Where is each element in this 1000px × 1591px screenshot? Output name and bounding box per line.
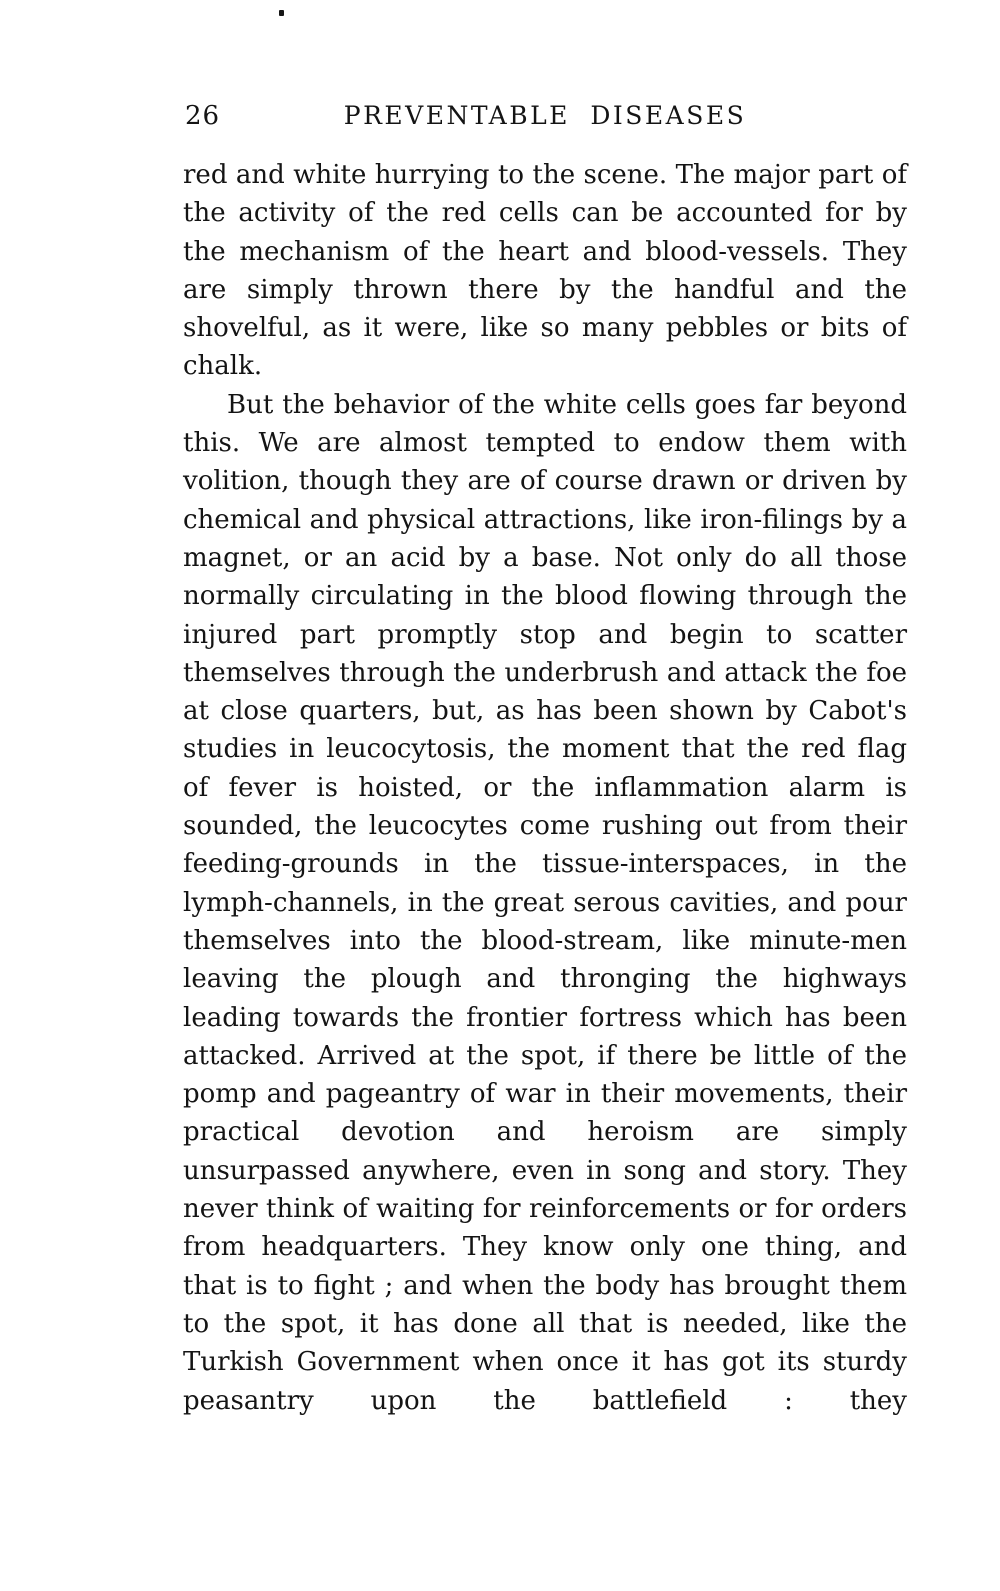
paragraph-continuation: red and white hurrying to the scene. The major part of the activity of the red cells can be accounted for by the mechanism of the heart and blood-vessels. They are simply thrown there by the handful and the shovelful, as it were, like so many pebbles or bits of chalk. [183, 160, 907, 382]
body-text [183, 156, 907, 1420]
page-title: PREVENTABLE DISEASES [343, 101, 747, 130]
running-header [183, 101, 907, 135]
ink-speck [279, 10, 284, 16]
paragraph-white-cells: But the behavior of the white cells goes far beyond this. We are almost tempted to endow them with volition, though they are of course drawn or driven by chemical and physical attractions, like iron-filings by a magnet, or an acid by a base. Not only do all those normally circulating in the blood flowing through the injured part promptly stop and begin to scatter themselves through the underbrush and attack the foe at close quarters, but, as has been shown by Cabot's studies in leucocytosis, the moment that the red flag of fever is hoisted, or the inflammation alarm is sounded, the leucocytes come rushing out from their feeding-grounds in the tissue-interspaces, in the lymph-channels, in the great serous cavities, and pour themselves into the blood-stream, like minute-men leaving the plough and thronging the highways leading towards the frontier fortress which has been attacked. Arrived at the spot, if there be little of the pomp and pageantry of war in their movements, their practical devotion and heroism are simply unsurpassed anywhere, even in song and story. They never think of waiting for reinforcements or for orders from headquarters. They know only one thing, and that is to fight ; and when the body has brought them to the spot, it has done all that is needed, like the Turkish Government when once it has got its sturdy peasantry upon the battlefield : they [183, 389, 907, 1416]
page-number: 26 [185, 101, 221, 131]
